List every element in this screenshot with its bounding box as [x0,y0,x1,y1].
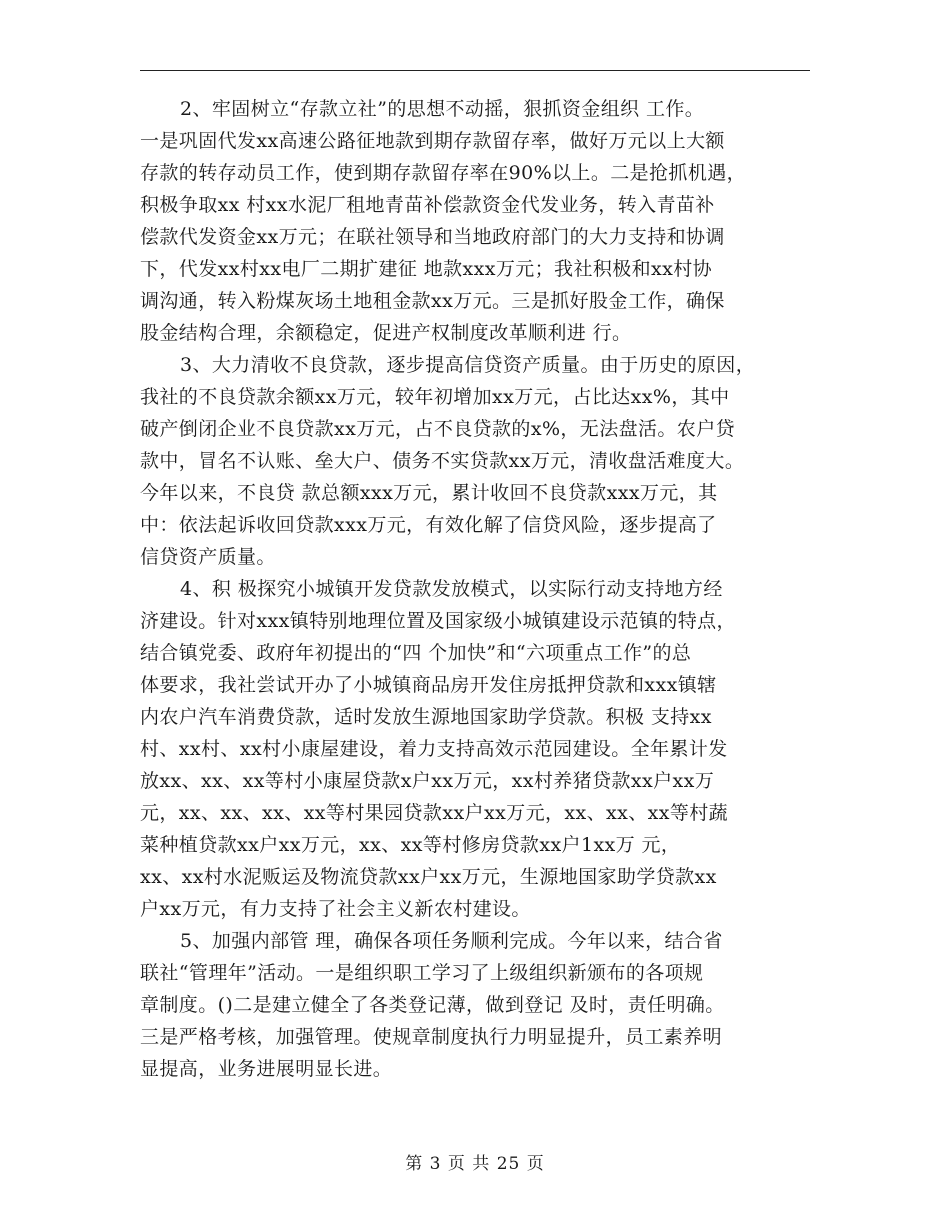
paragraph-line: 偿款代发资金xx万元；在联社领导和当地政府部门的大力支持和协调 [140,226,725,248]
paragraph-line: 信贷资产质量。 [140,546,276,568]
header-rule [140,70,810,71]
paragraph-first-line: 3、大力清收不良贷款，逐步提高信贷资产质量。由于历史的原因， [180,354,756,376]
paragraph-first-line: 4、积 极探究小城镇开发贷款发放模式，以实际行动支持地方经 [180,578,723,600]
paragraph-line: 显提高，业务进展明显长进。 [140,1058,393,1080]
paragraph-line: 调沟通，转入粉煤灰场土地租金款xx万元。三是抓好股金工作，确保 [140,290,725,312]
paragraph-line: 结合镇党委、政府年初提出的“四 个加快”和“六项重点工作”的总 [140,642,692,664]
paragraph-line: 今年以来，不良贷 款总额xxx万元，累计收回不良贷款xxx万元，其 [140,482,718,504]
paragraph-line: 一是巩固代发xx高速公路征地款到期存款留存率，做好万元以上大额 [140,130,725,152]
paragraph-line: xx、xx村水泥贩运及物流贷款xx户xx万元，生源地国家助学贷款xx [140,866,717,888]
page-footer: 第 3 页 共 25 页 [405,1154,545,1174]
paragraph-first-line: 2、牢固树立“存款立社”的思想不动摇，狠抓资金组织 工作。 [180,98,705,120]
paragraph-line: 内农户汽车消费贷款，适时发放生源地国家助学贷款。积极 支持xx [140,706,712,728]
paragraph-line: 我社的不良贷款余额xx万元，较年初增加xx万元，占比达xx%，其中 [140,386,730,408]
paragraph-line: 三是严格考核，加强管理。使规章制度执行力明显提升，员工素养明 [140,1026,723,1048]
paragraph-first-line: 5、加强内部管 理，确保各项任务顺利完成。今年以来，结合省 [180,930,723,952]
paragraph-line: 股金结构合理，余额稳定，促进产权制度改革顺利进 行。 [140,322,632,344]
paragraph-line: 元，xx、xx、xx、xx等村果园贷款xx户xx万元，xx、xx、xx等村蔬 [140,802,729,824]
paragraph-line: 联社“管理年”活动。一是组织职工学习了上级组织新颁布的各项规 [140,962,704,984]
paragraph-line: 下，代发xx村xx电厂二期扩建征 地款xxx万元；我社积极和xx村协 [140,258,713,280]
paragraph-line: 章制度。()二是建立健全了各类登记薄，做到登记 及时，责任明确。 [140,994,725,1016]
paragraph-line: 破产倒闭企业不良贷款xx万元，占不良贷款的x%，无法盘活。农户贷 [140,418,736,440]
paragraph-line: 菜种植贷款xx户xx万元，xx、xx等村修房贷款xx户1xx万 元， [140,834,681,856]
paragraph-line: 中：依法起诉收回贷款xxx万元，有效化解了信贷风险，逐步提高了 [140,514,717,536]
paragraph-line: 积极争取xx 村xx水泥厂租地青苗补偿款资金代发业务，转入青苗补 [140,194,715,216]
paragraph-line: 户xx万元，有力支持了社会主义新农村建设。 [140,898,531,920]
paragraph-line: 款中，冒名不认账、垒大户、债务不实贷款xx万元，清收盘活难度大。 [140,450,745,472]
paragraph-line: 村、xx村、xx村小康屋建设，着力支持高效示范园建设。全年累计发 [140,738,728,760]
paragraph-line: 存款的转存动员工作，使到期存款留存率在90%以上。二是抢抓机遇， [140,162,747,184]
paragraph-line: 济建设。针对xxx镇特别地理位置及国家级小城镇建设示范镇的特点， [140,610,736,632]
paragraph-line: 体要求，我社尝试开办了小城镇商品房开发住房抵押贷款和xxx镇辖 [140,674,717,696]
paragraph-line: 放xx、xx、xx等村小康屋贷款x户xx万元，xx村养猪贷款xx户xx万 [140,770,715,792]
document-body [140,93,820,1085]
